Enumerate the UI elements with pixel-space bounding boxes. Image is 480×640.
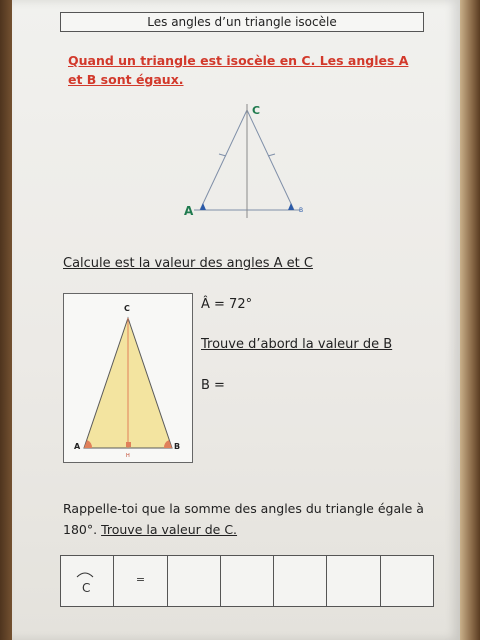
angle-b-answer: B = <box>201 378 225 393</box>
find-b-instruction: Trouve d’abord la valeur de B <box>201 337 393 352</box>
grid-cell-blank-4[interactable] <box>327 556 380 606</box>
side-cb <box>247 110 294 210</box>
angle-mark-b <box>288 203 294 210</box>
isosceles-triangle-figure <box>64 294 192 462</box>
angle-a-value: Â = 72° <box>201 297 253 312</box>
grid-cell-blank-2[interactable] <box>221 556 274 606</box>
worksheet-page <box>12 0 460 640</box>
grid-angle-label: C <box>82 581 91 595</box>
right-angle-mark <box>126 442 131 447</box>
diagram-label-c: C <box>252 104 261 117</box>
figure-label-a: A <box>74 442 81 451</box>
figure-label-h: H <box>126 453 130 459</box>
reminder-task: Trouve la valeur de C. <box>101 522 238 537</box>
answer-grid <box>60 555 434 607</box>
angle-hat-icon <box>75 569 95 579</box>
rule-line-1: Quand un triangle est isocèle en C. Les angles A <box>68 53 409 68</box>
background-right-edge <box>460 0 480 640</box>
grid-cell-equals <box>114 556 167 606</box>
diagram-label-b: B <box>299 207 304 214</box>
grid-equals-sign: = <box>135 573 146 586</box>
reminder-text <box>63 498 443 540</box>
rule-line-2: et B sont égaux. <box>68 72 184 87</box>
tick-mark-left <box>219 154 226 156</box>
grid-cell-blank-3[interactable] <box>274 556 327 606</box>
reminder-sentence: Rappelle-toi que la somme des angles du triangle égale à 180°. <box>63 501 424 537</box>
angle-mark-a <box>200 203 206 210</box>
grid-cell-angle-c <box>61 556 114 606</box>
figure-label-c: C <box>124 304 130 313</box>
triangle-figure-box <box>63 293 193 463</box>
worksheet-title: Les angles d’un triangle isocèle <box>60 12 424 32</box>
rule-statement <box>68 51 418 89</box>
side-ca <box>200 110 247 210</box>
grid-cell-blank-1[interactable] <box>168 556 221 606</box>
diagram-label-a: A <box>184 204 194 218</box>
isosceles-diagram <box>172 98 312 228</box>
grid-cell-blank-5[interactable] <box>381 556 433 606</box>
figure-label-b: B <box>174 442 181 451</box>
tick-mark-right <box>268 154 275 156</box>
question-heading: Calcule est la valeur des angles A et C <box>63 256 313 271</box>
